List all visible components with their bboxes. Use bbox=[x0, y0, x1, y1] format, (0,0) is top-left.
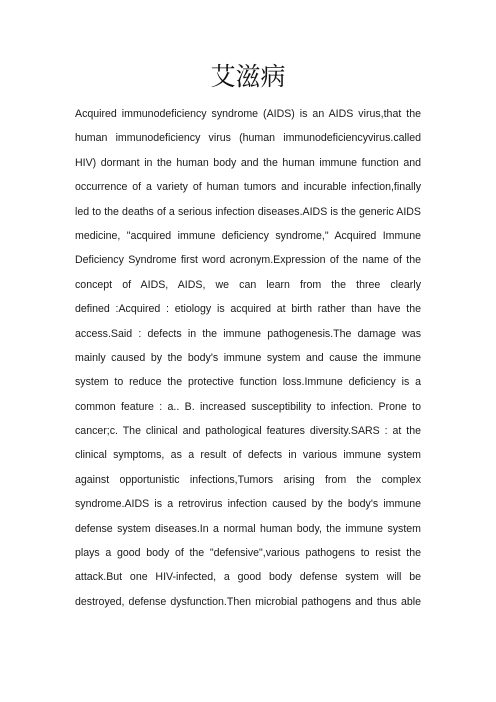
text-line: clinical symptoms, as a result of defects in various immune system bbox=[75, 449, 421, 462]
text-line: syndrome.AIDS is a retrovirus infection caused by the body's immune bbox=[75, 498, 421, 511]
text-line: attack.But one HIV-infected, a good body defense system will be bbox=[75, 571, 421, 584]
text-line: medicine, "acquired immune deficiency syndrome," Acquired Immune bbox=[75, 229, 421, 242]
text-line: system to reduce the protective function loss.Immune deficiency is a bbox=[75, 376, 421, 389]
page-title: 艾滋病 bbox=[210, 62, 286, 91]
text-line: destroyed, defense dysfunction.Then microbial pathogens and thus able bbox=[75, 595, 421, 608]
text-line: mainly caused by the body's immune system and cause the immune bbox=[75, 351, 421, 364]
text-line: against opportunistic infections,Tumors arising from the complex bbox=[75, 473, 421, 486]
text-line: access.Said : defects in the immune pathogenesis.The damage was bbox=[75, 327, 421, 340]
text-line: defined :Acquired : etiology is acquired at birth rather than have the bbox=[75, 303, 421, 316]
text-line: defense system diseases.In a normal human body, the immune system bbox=[75, 522, 421, 535]
text-line: common feature : a.. B. increased susceptibility to infection. Prone to bbox=[75, 400, 421, 413]
text-line: Deficiency Syndrome first word acronym.Expression of the name of the bbox=[75, 254, 421, 267]
body-paragraph bbox=[75, 102, 421, 614]
text-line: HIV) dormant in the human body and the human immune function and bbox=[75, 156, 421, 169]
text-line: cancer;c. The clinical and pathological features diversity.SARS : at the bbox=[75, 425, 421, 438]
text-line: human immunodeficiency virus (human immunodeficiencyvirus.called bbox=[75, 132, 421, 145]
text-line: Acquired immunodeficiency syndrome (AIDS) is an AIDS virus,that the bbox=[75, 108, 421, 120]
text-line: concept of AIDS, AIDS, we can learn from the three clearly bbox=[75, 278, 421, 291]
text-line: plays a good body of the "defensive",various pathogens to resist the bbox=[75, 547, 421, 560]
text-line: occurrence of a variety of human tumors and incurable infection,finally bbox=[75, 181, 421, 194]
text-line: led to the deaths of a serious infection diseases.AIDS is the generic AIDS bbox=[75, 205, 421, 218]
